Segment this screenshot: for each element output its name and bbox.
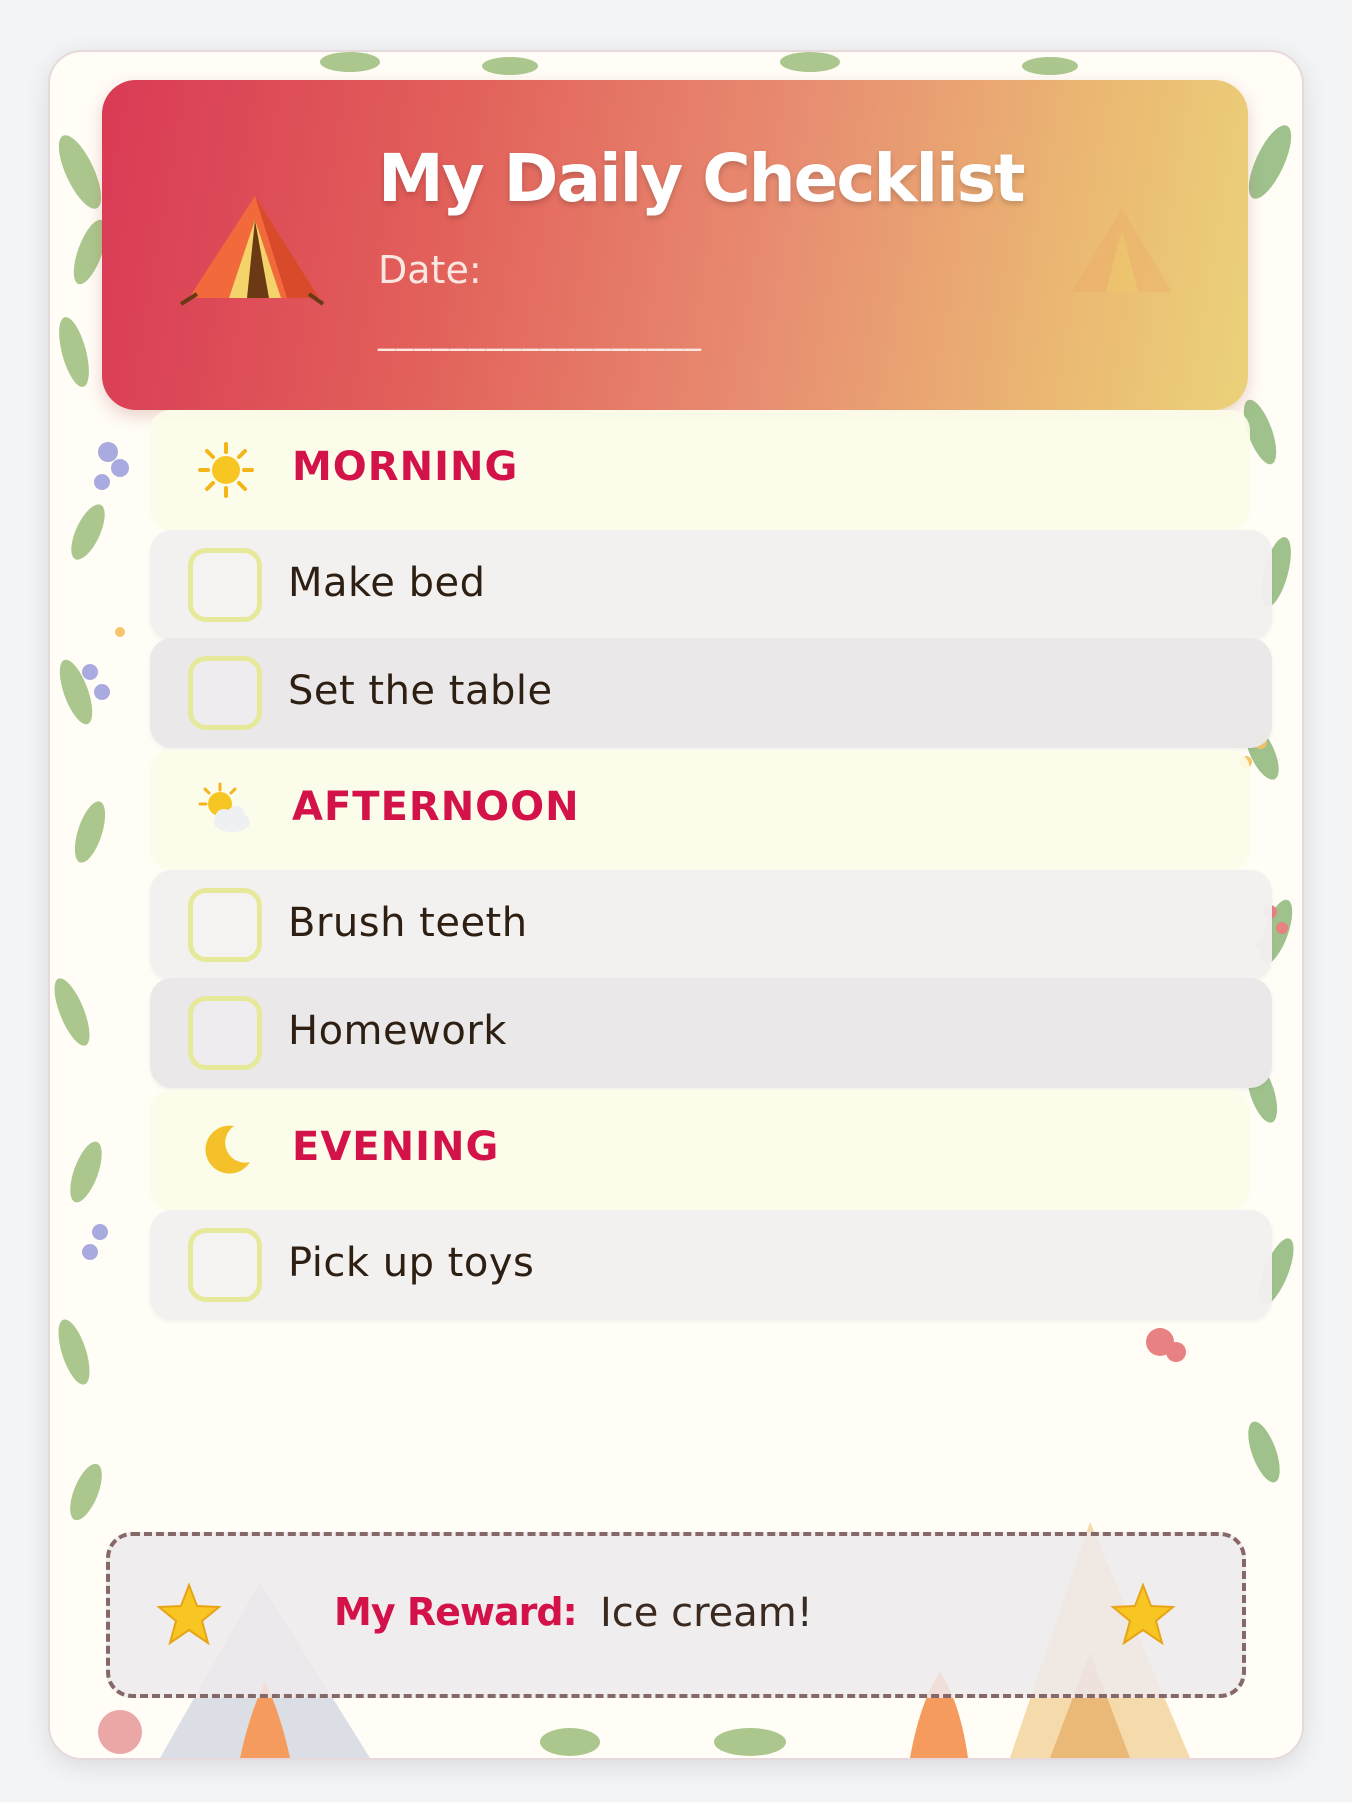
- section-label-morning: MORNING: [292, 444, 519, 490]
- date-label: Date:: [378, 248, 482, 292]
- checklist-card: [48, 50, 1304, 1760]
- task-label: Set the table: [288, 668, 553, 714]
- task-row-pick-up-toys[interactable]: [150, 1210, 1272, 1320]
- date-input-line[interactable]: __________________: [378, 312, 702, 352]
- task-label: Make bed: [288, 560, 486, 606]
- reward-value[interactable]: Ice cream!: [600, 1590, 813, 1636]
- reward-box: [106, 1532, 1246, 1698]
- section-morning: [150, 410, 1250, 530]
- task-label: Homework: [288, 1008, 507, 1054]
- task-label: Brush teeth: [288, 900, 528, 946]
- section-label-afternoon: AFTERNOON: [292, 784, 580, 830]
- sun-icon: [198, 442, 254, 498]
- task-row-set-the-table[interactable]: [150, 638, 1272, 748]
- header-banner: [102, 80, 1248, 410]
- task-row-homework[interactable]: [150, 978, 1272, 1088]
- tent-watermark-icon: [1062, 200, 1182, 300]
- checkbox-pick-up-toys[interactable]: [188, 1228, 262, 1302]
- sun-behind-cloud-icon: [198, 782, 254, 838]
- tent-icon: [177, 190, 327, 310]
- checkbox-set-the-table[interactable]: [188, 656, 262, 730]
- star-icon: [1110, 1582, 1176, 1648]
- crescent-moon-icon: [198, 1122, 254, 1178]
- star-icon: [156, 1582, 222, 1648]
- task-row-make-bed[interactable]: [150, 530, 1272, 640]
- checkbox-homework[interactable]: [188, 996, 262, 1070]
- checkbox-make-bed[interactable]: [188, 548, 262, 622]
- section-afternoon: [150, 750, 1250, 870]
- task-label: Pick up toys: [288, 1240, 535, 1286]
- task-row-brush-teeth[interactable]: [150, 870, 1272, 980]
- reward-label: My Reward:: [334, 1590, 577, 1634]
- section-label-evening: EVENING: [292, 1124, 500, 1170]
- section-evening: [150, 1090, 1250, 1210]
- page-title: My Daily Checklist: [378, 140, 1024, 217]
- checkbox-brush-teeth[interactable]: [188, 888, 262, 962]
